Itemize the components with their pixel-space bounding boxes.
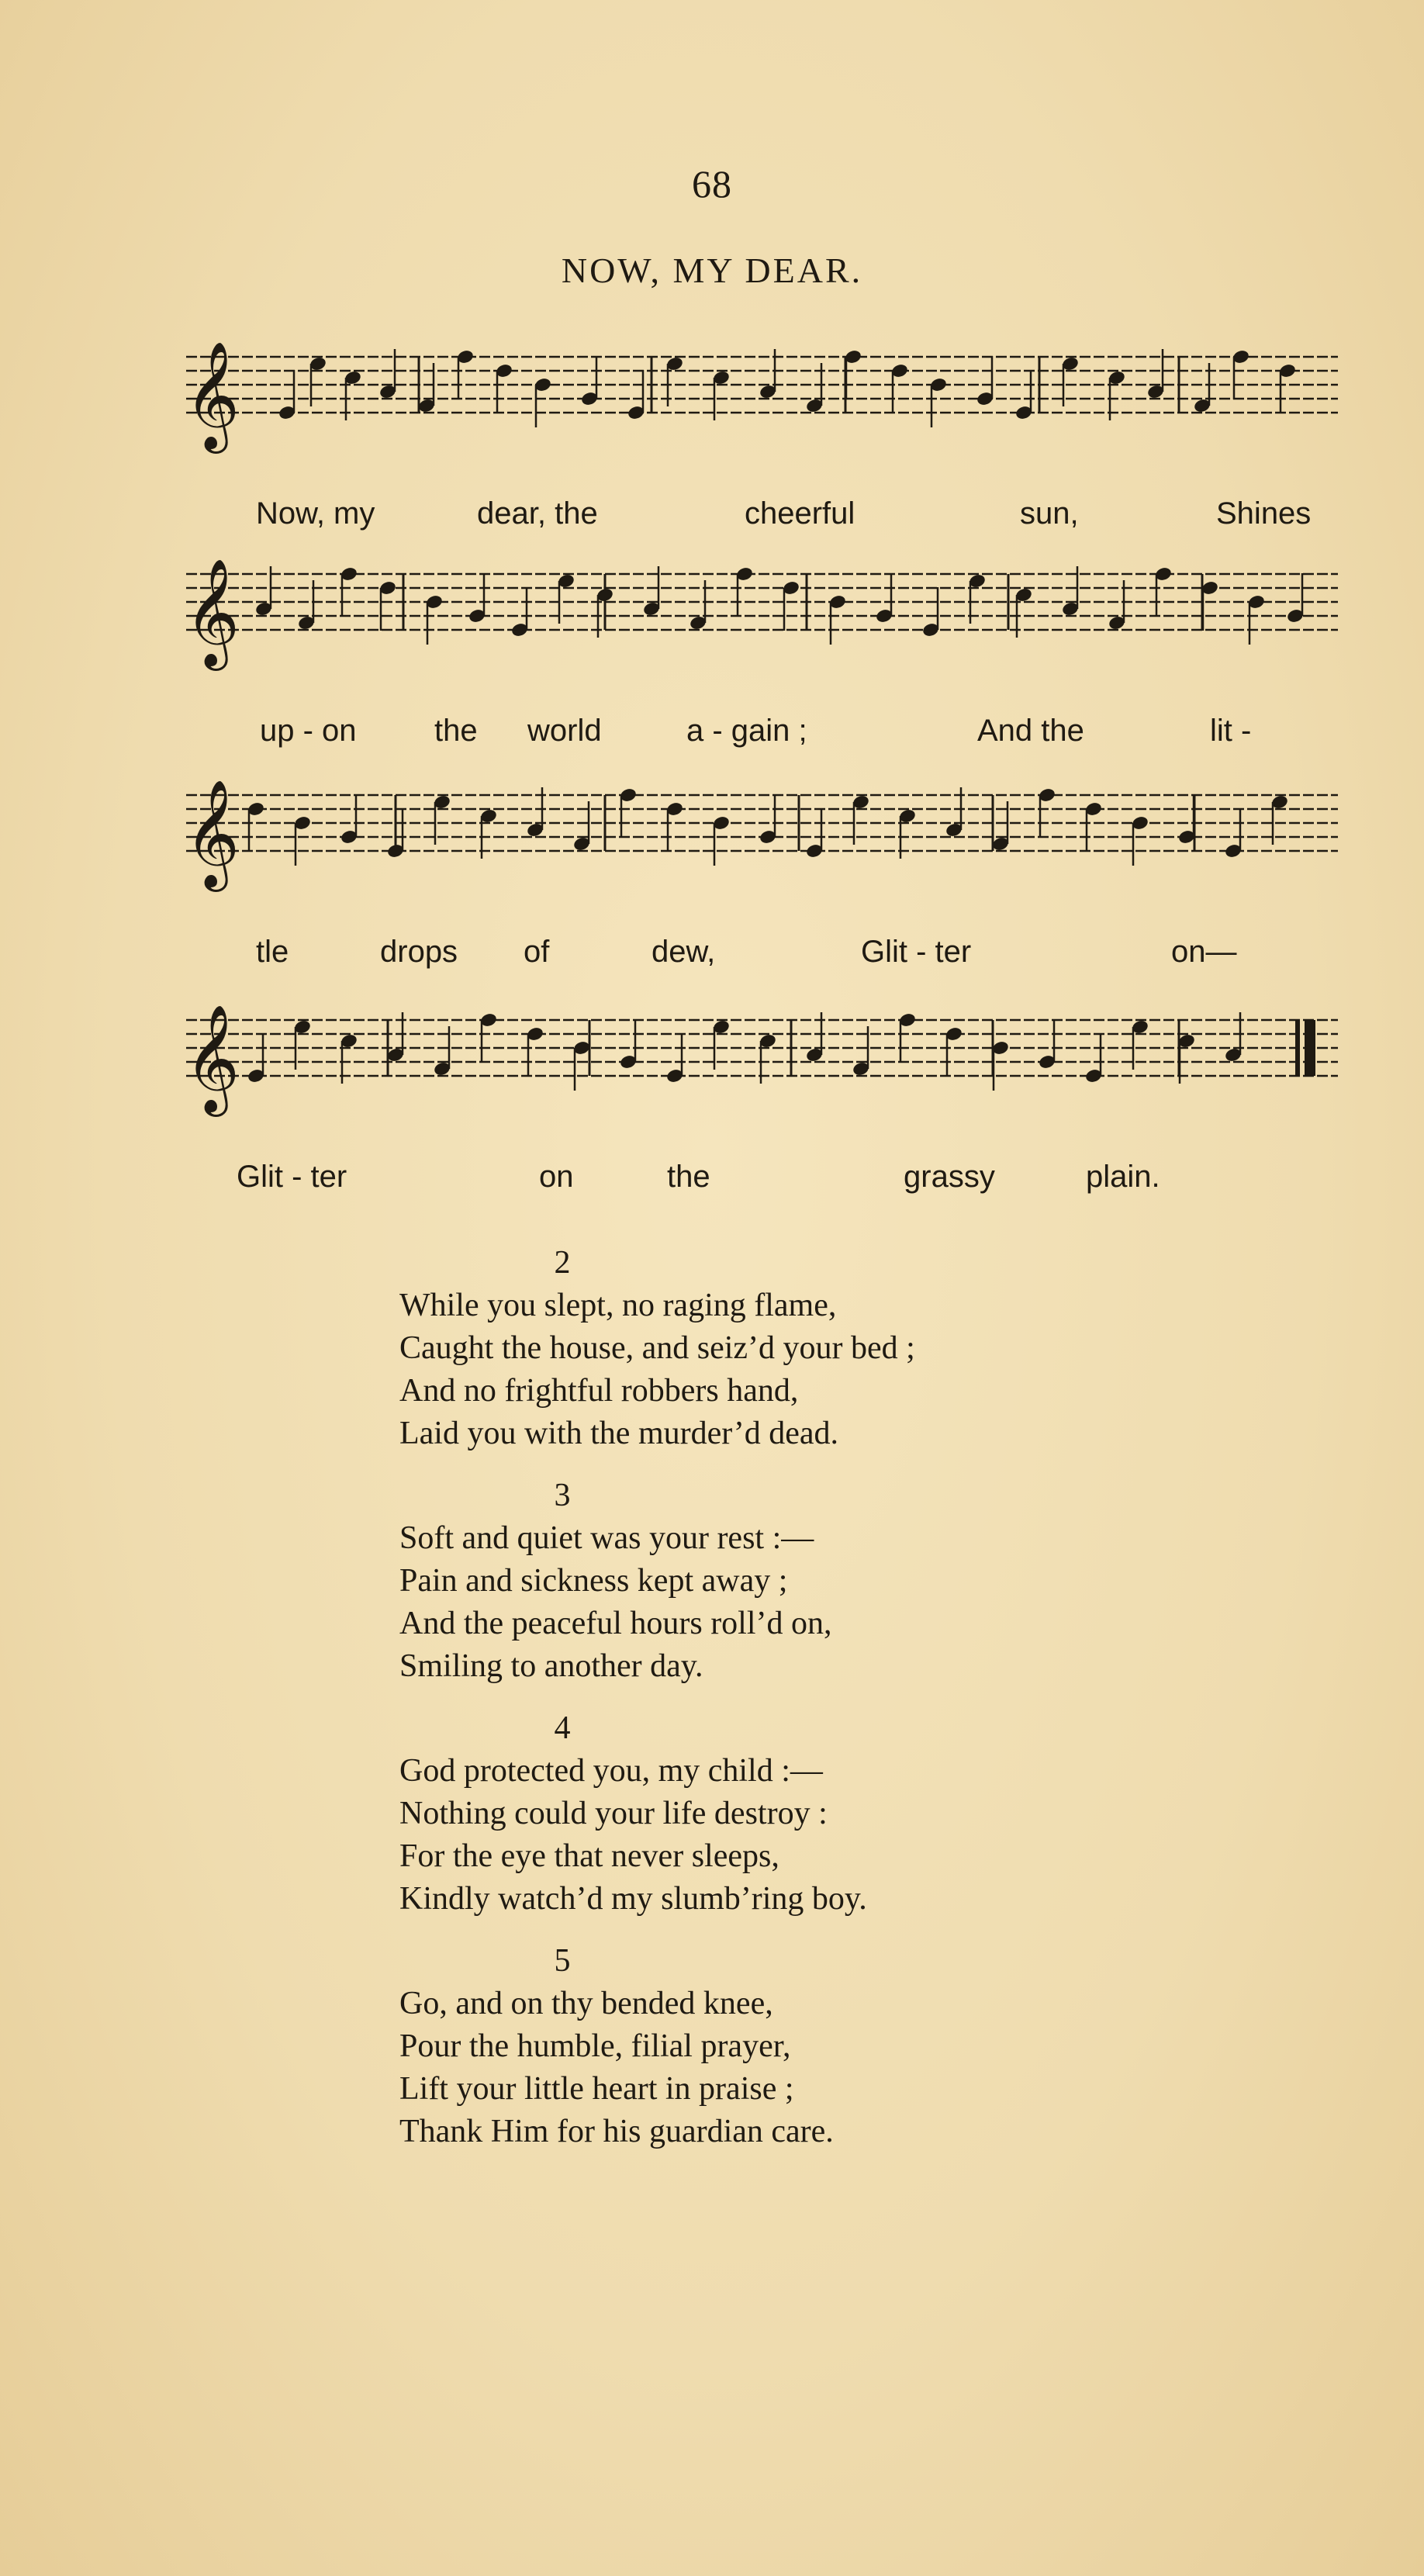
- lyric-syllable: Glit - ter: [237, 1160, 347, 1194]
- verse-line: Go, and on thy bended knee,: [399, 1986, 773, 2021]
- verse-line: While you slept, no raging flame,: [399, 1288, 837, 1323]
- verse-number: 3: [554, 1478, 571, 1513]
- lyric-syllable: a - gain ;: [686, 714, 807, 748]
- verse-line: Soft and quiet was your rest :—: [399, 1520, 814, 1556]
- lyric-syllable: lit -: [1210, 714, 1252, 748]
- treble-clef-icon: 𝄞: [185, 558, 240, 666]
- verse-5: [399, 1939, 1097, 2153]
- lyric-syllable: on: [539, 1160, 574, 1194]
- lyric-line-4: [171, 1160, 1342, 1206]
- lyric-syllable: sun,: [1020, 496, 1079, 531]
- verse-number: 4: [554, 1710, 571, 1746]
- staff-1: [171, 341, 1342, 465]
- lyric-syllable: Glit - ter: [861, 935, 972, 969]
- music-system-4: [171, 1004, 1342, 1222]
- verse-line: Nothing could your life destroy :: [399, 1796, 828, 1831]
- lyric-line-3: [171, 935, 1342, 981]
- final-barline: [1305, 1020, 1315, 1076]
- verse-line: For the eye that never sleeps,: [399, 1838, 779, 1874]
- lyric-syllable: world: [527, 714, 602, 748]
- verse-line: God protected you, my child :—: [399, 1753, 823, 1789]
- staff-4: [171, 1004, 1342, 1129]
- lyric-syllable: the: [434, 714, 478, 748]
- verse-line: Laid you with the murder’d dead.: [399, 1416, 839, 1451]
- verse-line: And no frightful robbers hand,: [399, 1373, 799, 1409]
- lyric-line-2: [171, 714, 1342, 760]
- lyric-line-1: [171, 496, 1342, 543]
- staff-2: [171, 558, 1342, 683]
- lyric-syllable: And the: [977, 714, 1084, 748]
- page-number: 68: [692, 162, 732, 206]
- lyric-syllable: on—: [1171, 935, 1237, 969]
- lyric-syllable: cheerful: [745, 496, 855, 531]
- staff-3: [171, 780, 1342, 904]
- treble-clef-icon: 𝄞: [185, 1004, 240, 1112]
- verse-line: Lift your little heart in praise ;: [399, 2071, 794, 2107]
- verse-line: Thank Him for his guardian care.: [399, 2114, 834, 2149]
- verse-3: [399, 1474, 1097, 1688]
- treble-clef-icon: 𝄞: [185, 780, 240, 887]
- lyric-syllable: of: [524, 935, 550, 969]
- music-system-3: [171, 780, 1342, 997]
- final-barline: [1295, 1020, 1300, 1076]
- verse-line: Smiling to another day.: [399, 1648, 703, 1684]
- verse-line: And the peaceful hours roll’d on,: [399, 1606, 832, 1641]
- lyric-syllable: up - on: [260, 714, 357, 748]
- verse-line: Pain and sickness kept away ;: [399, 1563, 788, 1599]
- lyric-syllable: dear, the: [477, 496, 598, 531]
- verse-number: 5: [554, 1943, 571, 1979]
- lyric-syllable: grassy: [904, 1160, 995, 1194]
- treble-clef-icon: 𝄞: [185, 341, 240, 449]
- verse-number: 2: [554, 1245, 571, 1281]
- verse-line: Caught the house, and seiz’d your bed ;: [399, 1330, 915, 1366]
- lyric-syllable: tle: [256, 935, 289, 969]
- lyric-syllable: Now, my: [256, 496, 375, 531]
- verses: [399, 1241, 1097, 2172]
- verse-4: [399, 1706, 1097, 1921]
- music-system-1: [171, 341, 1342, 558]
- lyric-syllable: Shines: [1216, 496, 1312, 531]
- lyric-syllable: dew,: [652, 935, 716, 969]
- verse-2: [399, 1241, 1097, 1455]
- song-title: NOW, MY DEAR.: [561, 251, 863, 290]
- lyric-syllable: the: [667, 1160, 710, 1194]
- verse-line: Pour the humble, filial prayer,: [399, 2028, 791, 2064]
- music-system-2: [171, 558, 1342, 776]
- lyric-syllable: plain.: [1086, 1160, 1160, 1194]
- verse-line: Kindly watch’d my slumb’ring boy.: [399, 1881, 867, 1917]
- lyric-syllable: drops: [380, 935, 458, 969]
